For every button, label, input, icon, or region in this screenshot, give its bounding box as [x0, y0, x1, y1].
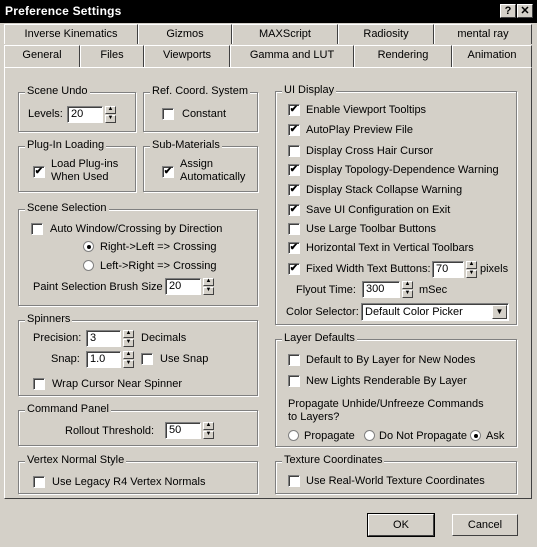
- command-panel-group: [18, 403, 258, 446]
- tab-radiosity[interactable]: Radiosity: [338, 24, 434, 44]
- plugin-loading-title: Plug-In Loading: [27, 139, 105, 151]
- viewport-tooltips-checkbox[interactable]: [288, 104, 300, 116]
- spin-down-icon[interactable]: ▼: [123, 339, 134, 347]
- autoplay-preview-checkbox[interactable]: [288, 124, 300, 136]
- tab-mental-ray[interactable]: mental ray: [434, 24, 532, 44]
- precision-label: Precision:: [33, 332, 82, 344]
- ui-display-title: UI Display: [284, 84, 335, 96]
- spin-down-icon[interactable]: ▼: [203, 431, 214, 439]
- decimals-label: Decimals: [141, 332, 187, 344]
- tab-gamma-and-lut[interactable]: Gamma and LUT: [230, 45, 354, 67]
- right-left-crossing-radio[interactable]: [83, 241, 94, 252]
- wrap-cursor-label: Wrap Cursor Near Spinner: [52, 378, 183, 390]
- snap-label: Snap:: [51, 353, 80, 365]
- texture-coords-group: [275, 454, 517, 494]
- tab-general[interactable]: General: [4, 45, 80, 68]
- load-plugins-checkbox[interactable]: [33, 166, 45, 178]
- levels-spinner[interactable]: [105, 106, 116, 123]
- use-snap-label: Use Snap: [160, 353, 209, 365]
- horizontal-text-label: Horizontal Text in Vertical Toolbars: [306, 242, 474, 254]
- close-button[interactable]: [517, 4, 533, 18]
- fixed-width-unit: pixels: [480, 263, 509, 275]
- command-panel-title: Command Panel: [27, 403, 109, 415]
- spin-up-icon[interactable]: ▲: [105, 106, 116, 114]
- spin-up-icon[interactable]: ▲: [203, 278, 214, 286]
- fixed-width-label: Fixed Width Text Buttons:: [306, 263, 431, 275]
- horizontal-text-checkbox[interactable]: [288, 242, 300, 254]
- spin-down-icon[interactable]: ▼: [105, 115, 116, 123]
- left-right-crossing-radio[interactable]: [83, 260, 94, 271]
- tab-gizmos[interactable]: Gizmos: [138, 24, 232, 44]
- stack-collapse-checkbox[interactable]: [288, 184, 300, 196]
- large-toolbar-checkbox[interactable]: [288, 223, 300, 235]
- check-icon: ✔: [289, 164, 299, 175]
- check-icon: ✔: [289, 204, 299, 215]
- spin-down-icon[interactable]: ▼: [402, 290, 413, 298]
- legacy-normals-checkbox[interactable]: [33, 476, 45, 488]
- new-lights-checkbox[interactable]: [288, 375, 300, 387]
- do-not-propagate-label: Do Not Propagate: [379, 430, 468, 442]
- ok-button[interactable]: OK: [368, 514, 434, 536]
- brush-size-spinner[interactable]: [203, 278, 214, 295]
- tab-rendering[interactable]: Rendering: [354, 45, 452, 67]
- plugin-loading-group: [18, 139, 136, 192]
- check-icon: ✔: [289, 242, 299, 253]
- color-selector-dropdown[interactable]: [361, 303, 509, 321]
- topology-warning-label: Display Topology-Dependence Warning: [306, 164, 499, 176]
- propagate-question-line2: to Layers?: [288, 411, 340, 423]
- stack-collapse-label: Display Stack Collapse Warning: [306, 184, 463, 196]
- scene-undo-group: [18, 85, 136, 132]
- sub-materials-title: Sub-Materials: [152, 139, 220, 151]
- spin-up-icon[interactable]: ▲: [123, 330, 134, 338]
- load-plugins-label-line1: Load Plug-ins: [51, 158, 119, 170]
- texture-coords-title: Texture Coordinates: [284, 454, 383, 466]
- auto-window-label: Auto Window/Crossing by Direction: [50, 223, 223, 235]
- precision-input[interactable]: 3: [86, 330, 121, 347]
- real-world-coords-checkbox[interactable]: [288, 475, 300, 487]
- cross-hair-checkbox[interactable]: [288, 145, 300, 157]
- autoplay-preview-label: AutoPlay Preview File: [306, 124, 413, 136]
- legacy-normals-label: Use Legacy R4 Vertex Normals: [52, 476, 206, 488]
- assign-automatically-checkbox[interactable]: [162, 166, 174, 178]
- color-selector-label: Color Selector:: [286, 306, 359, 318]
- ui-display-group: [275, 84, 517, 325]
- check-icon: ✔: [289, 104, 299, 115]
- constant-checkbox[interactable]: [162, 108, 174, 120]
- flyout-time-spinner[interactable]: [402, 281, 413, 298]
- precision-spinner[interactable]: [123, 330, 134, 347]
- spin-down-icon[interactable]: ▼: [203, 287, 214, 295]
- vertex-normal-group: [18, 454, 258, 494]
- load-plugins-label-line2: When Used: [51, 171, 109, 183]
- spin-up-icon[interactable]: ▲: [402, 281, 413, 289]
- tab-inverse-kinematics[interactable]: Inverse Kinematics: [4, 24, 138, 44]
- fixed-width-input[interactable]: 70: [432, 261, 464, 278]
- tab-viewports[interactable]: Viewports: [144, 45, 230, 67]
- close-icon: ✕: [520, 5, 530, 17]
- assign-label-line2: Automatically: [180, 171, 246, 183]
- rollout-threshold-input[interactable]: 50: [165, 422, 201, 439]
- levels-label: Levels:: [28, 108, 63, 120]
- save-ui-config-label: Save UI Configuration on Exit: [306, 204, 451, 216]
- fixed-width-checkbox[interactable]: [288, 263, 300, 275]
- new-lights-label: New Lights Renderable By Layer: [306, 375, 467, 387]
- save-ui-config-checkbox[interactable]: [288, 204, 300, 216]
- spinners-title: Spinners: [27, 313, 71, 325]
- levels-input[interactable]: 20: [67, 106, 103, 123]
- spinners-group: [18, 313, 258, 396]
- sub-materials-group: [143, 139, 258, 192]
- assign-label-line1: Assign: [180, 158, 214, 170]
- default-by-layer-label: Default to By Layer for New Nodes: [306, 354, 476, 366]
- left-right-crossing-label: Left->Right => Crossing: [100, 260, 217, 272]
- tab-maxscript[interactable]: MAXScript: [232, 24, 338, 44]
- default-by-layer-checkbox[interactable]: [288, 354, 300, 366]
- spin-up-icon[interactable]: ▲: [123, 351, 134, 359]
- ask-radio[interactable]: [470, 430, 481, 441]
- spin-up-icon[interactable]: ▲: [466, 261, 477, 269]
- viewport-tooltips-label: Enable Viewport Tooltips: [306, 104, 427, 116]
- real-world-coords-label: Use Real-World Texture Coordinates: [306, 475, 485, 487]
- tab-animation[interactable]: Animation: [452, 45, 532, 67]
- flyout-time-label: Flyout Time:: [296, 284, 356, 296]
- ref-coord-group: [143, 85, 258, 132]
- layer-defaults-group: [275, 332, 517, 447]
- chevron-down-icon[interactable]: ▼: [492, 305, 507, 319]
- check-icon: ✔: [34, 166, 44, 177]
- window-title: Preference Settings: [5, 4, 122, 18]
- spin-down-icon[interactable]: ▼: [123, 360, 134, 368]
- ask-label: Ask: [486, 430, 505, 442]
- scene-selection-title: Scene Selection: [27, 202, 107, 214]
- propagate-question-line1: Propagate Unhide/Unfreeze Commands: [288, 398, 484, 410]
- cross-hair-label: Display Cross Hair Cursor: [306, 145, 434, 157]
- brush-size-label: Paint Selection Brush Size: [33, 281, 163, 293]
- fixed-width-spinner[interactable]: [466, 261, 477, 278]
- spin-up-icon[interactable]: ▲: [203, 422, 214, 430]
- propagate-radio[interactable]: [288, 430, 299, 441]
- flyout-time-input[interactable]: 300: [362, 281, 400, 298]
- cancel-button[interactable]: Cancel: [452, 514, 518, 536]
- rollout-threshold-label: Rollout Threshold:: [65, 425, 155, 437]
- constant-label: Constant: [182, 108, 227, 120]
- vertex-normal-title: Vertex Normal Style: [27, 454, 125, 466]
- auto-window-checkbox[interactable]: [31, 223, 43, 235]
- check-icon: ✔: [289, 184, 299, 195]
- brush-size-input[interactable]: 20: [165, 278, 201, 295]
- scene-selection-group: [18, 202, 258, 306]
- color-selector-value: Default Color Picker: [365, 306, 463, 318]
- tab-files[interactable]: Files: [80, 45, 144, 67]
- spin-down-icon[interactable]: ▼: [466, 270, 477, 278]
- topology-warning-checkbox[interactable]: [288, 164, 300, 176]
- help-button[interactable]: ?: [500, 4, 516, 18]
- layer-defaults-title: Layer Defaults: [284, 332, 355, 344]
- right-left-crossing-label: Right->Left => Crossing: [100, 241, 217, 253]
- use-snap-checkbox[interactable]: [141, 353, 153, 365]
- rollout-threshold-spinner[interactable]: [203, 422, 214, 439]
- check-icon: ✔: [163, 166, 173, 177]
- ref-coord-title: Ref. Coord. System: [152, 85, 248, 97]
- snap-input[interactable]: 1.0: [86, 351, 121, 368]
- check-icon: ✔: [289, 263, 299, 274]
- title-bar: [0, 0, 537, 23]
- flyout-time-unit: mSec: [419, 284, 448, 296]
- do-not-propagate-radio[interactable]: [364, 430, 375, 441]
- scene-undo-title: Scene Undo: [27, 85, 88, 97]
- wrap-cursor-checkbox[interactable]: [33, 378, 45, 390]
- large-toolbar-label: Use Large Toolbar Buttons: [306, 223, 437, 235]
- snap-spinner[interactable]: [123, 351, 134, 368]
- propagate-label: Propagate: [304, 430, 355, 442]
- check-icon: ✔: [289, 124, 299, 135]
